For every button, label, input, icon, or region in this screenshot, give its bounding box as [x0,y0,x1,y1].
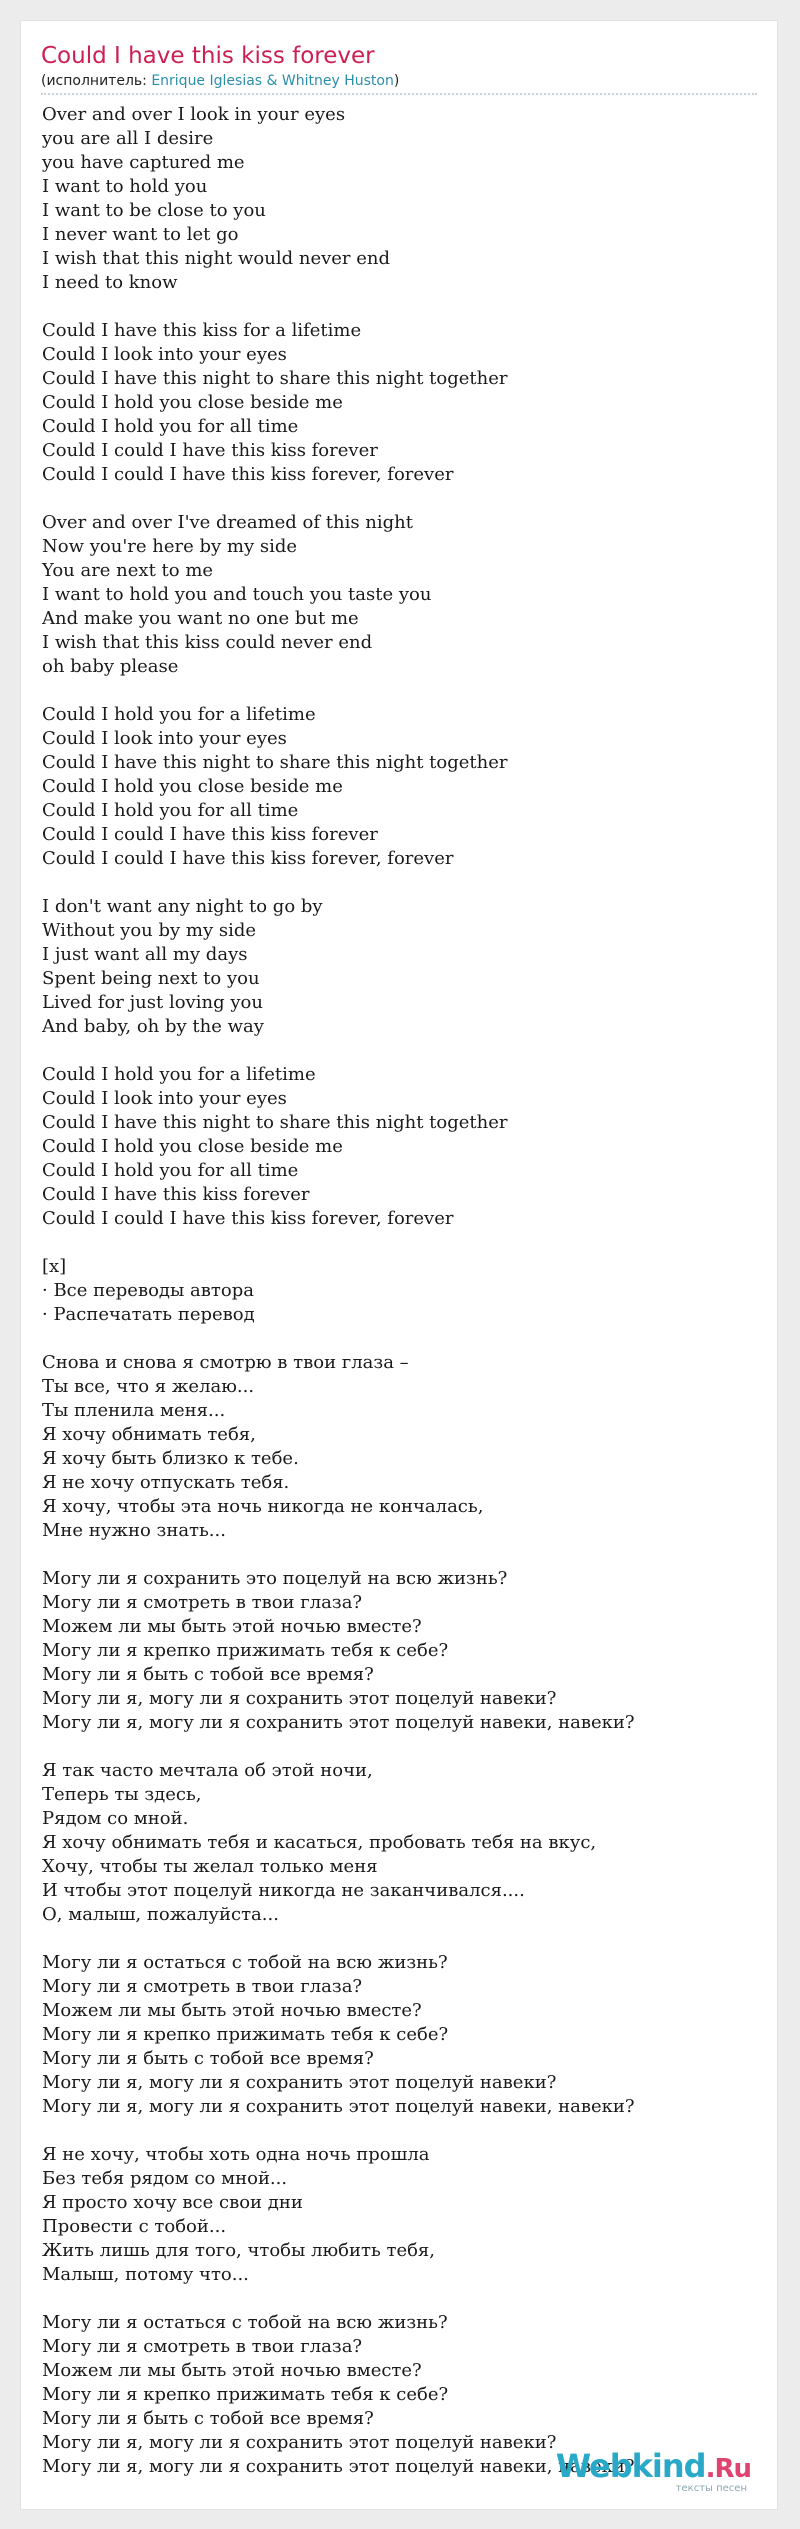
translated-lyric-line: Можем ли мы быть этой ночью вместе? [42,2000,422,2021]
performer-line [41,71,757,95]
print-translation-link[interactable]: · Распечатать перевод [42,1304,255,1325]
translated-lyric-line: Могу ли я смотреть в твои глаза? [42,1976,363,1997]
translated-lyric-line: Могу ли я крепко прижимать тебя к себе? [42,2384,449,2405]
original-lyric-line: Could I could I have this kiss forever, forever [42,464,454,485]
translated-lyrics [42,1351,762,2479]
all-translations-row [42,1279,762,1303]
translated-lyric-line: Я хочу обнимать тебя и касаться, пробовать тебя на вкус, [42,1832,597,1853]
original-stanza [42,511,762,679]
translated-lyric-line: Могу ли я быть с тобой все время? [42,2048,374,2069]
site-logo[interactable] [556,2449,751,2495]
print-translation-row [42,1303,762,1327]
original-lyric-line: you have captured me [42,152,245,173]
translated-lyric-line: Я так часто мечтала об этой ночи, [42,1760,373,1781]
lyrics-body [42,103,762,2479]
original-lyric-line: Could I look into your eyes [42,344,287,365]
original-lyric-line: Now you're here by my side [42,536,298,557]
original-stanza [42,895,762,1039]
original-lyric-line: Could I hold you for all time [42,1160,299,1181]
stanza-gap [42,1927,762,1951]
logo-tld: .Ru [705,2454,751,2484]
original-lyric-line: oh baby please [42,656,179,677]
original-lyric-line: Over and over I look in your eyes [42,104,346,125]
original-lyric-line: Could I hold you close beside me [42,776,343,797]
original-lyric-line: I wish that this kiss could never end [42,632,373,653]
translated-lyric-line: Я не хочу отпускать тебя. [42,1472,290,1493]
translated-lyric-line: Снова и снова я смотрю в твои глаза – [42,1352,409,1373]
translated-lyric-line: Могу ли я сохранить это поцелуй на всю жизнь? [42,1568,508,1589]
original-lyric-line: Over and over I've dreamed of this night [42,512,413,533]
translated-stanza [42,1759,762,1927]
translated-lyric-line: Могу ли я, могу ли я сохранить этот поцелуй навеки, навеки? [42,1712,635,1733]
translated-lyric-line: Могу ли я, могу ли я сохранить этот поцелуй навеки, навеки? [42,2456,635,2477]
original-lyric-line: Could I look into your eyes [42,728,287,749]
translated-lyric-line: Я хочу, чтобы эта ночь никогда не кончалась, [42,1496,484,1517]
logo-tagline: тексты песен [675,2483,747,2494]
translated-lyric-line: Малыш, потому что... [42,2264,249,2285]
stanza-gap [42,871,762,895]
stanza-gap [42,2287,762,2311]
original-lyric-line: I don't want any night to go by [42,896,323,917]
translated-lyric-line: Теперь ты здесь, [42,1784,202,1805]
original-lyric-line: Could I could I have this kiss forever, forever [42,848,454,869]
original-lyric-line: Could I have this night to share this night together [42,368,508,389]
stanza-gap [42,1735,762,1759]
translated-lyric-line: Я хочу быть близко к тебе. [42,1448,299,1469]
original-lyric-line: Spent being next to you [42,968,260,989]
original-lyric-line: Could I hold you for all time [42,416,299,437]
original-lyric-line: Without you by my side [42,920,257,941]
page-header [41,41,757,95]
performer-prefix: (исполнитель: [41,73,152,89]
original-lyric-line: I want to be close to you [42,200,266,221]
translated-lyric-line: Я хочу обнимать тебя, [42,1424,256,1445]
translated-lyric-line: Можем ли мы быть этой ночью вместе? [42,1616,422,1637]
translated-stanza [42,2143,762,2287]
section-gap [42,1327,762,1351]
song-title: Could I have this kiss forever [41,43,375,69]
original-lyric-line: Could I could I have this kiss forever [42,824,378,845]
translated-lyric-line: Могу ли я быть с тобой все время? [42,2408,374,2429]
translated-lyric-line: Могу ли я остаться с тобой на всю жизнь? [42,2312,448,2333]
original-lyric-line: And make you want no one but me [42,608,359,629]
original-lyric-line: I never want to let go [42,224,239,245]
translated-lyric-line: Могу ли я остаться с тобой на всю жизнь? [42,1952,448,1973]
close-translation-button[interactable]: [x] [42,1256,67,1277]
original-lyric-line: Could I have this night to share this night together [42,752,508,773]
original-stanza [42,703,762,871]
original-lyric-line: Lived for just loving you [42,992,263,1013]
original-lyric-line: Could I hold you close beside me [42,392,343,413]
original-lyric-line: I just want all my days [42,944,248,965]
performer-suffix: ) [393,73,400,89]
stanza-gap [42,1039,762,1063]
performer-link[interactable]: Enrique Iglesias & Whitney Huston [151,73,394,89]
logo-wordmark [556,2449,751,2486]
translated-lyric-line: Могу ли я, могу ли я сохранить этот поцелуй навеки? [42,2072,557,2093]
translated-lyric-line: О, малыш, пожалуйста... [42,1904,279,1925]
translated-lyric-line: Я не хочу, чтобы хоть одна ночь прошла [42,2144,430,2165]
original-lyric-line: Could I have this kiss forever [42,1184,310,1205]
all-translations-link[interactable]: · Все переводы автора [42,1280,254,1301]
original-lyric-line: I need to know [42,272,178,293]
translated-lyric-line: Могу ли я смотреть в твои глаза? [42,1592,363,1613]
translated-stanza [42,1951,762,2119]
original-lyric-line: Could I could I have this kiss forever, forever [42,1208,454,1229]
translated-lyric-line: Могу ли я крепко прижимать тебя к себе? [42,2024,449,2045]
translated-lyric-line: Рядом со мной. [42,1808,189,1829]
original-lyric-line: You are next to me [42,560,214,581]
original-lyric-line: Could I could I have this kiss forever [42,440,378,461]
original-lyric-line: I want to hold you and touch you taste you [42,584,432,605]
section-gap [42,1231,762,1255]
translated-lyric-line: Провести с тобой... [42,2216,227,2237]
stanza-gap [42,295,762,319]
translated-lyric-line: Я просто хочу все свои дни [42,2192,303,2213]
original-stanza [42,1063,762,1231]
translated-lyric-line: Могу ли я, могу ли я сохранить этот поцелуй навеки? [42,2432,557,2453]
original-lyric-line: Could I have this kiss for a lifetime [42,320,362,341]
stanza-gap [42,679,762,703]
original-lyric-line: Could I hold you for all time [42,800,299,821]
original-lyric-line: I want to hold you [42,176,208,197]
original-lyric-line: Could I have this night to share this night together [42,1112,508,1133]
original-lyrics [42,103,762,1231]
translated-lyric-line: Без тебя рядом со мной... [42,2168,288,2189]
original-lyric-line: Could I look into your eyes [42,1088,287,1109]
lyrics-card [20,20,778,2510]
translated-lyric-line: Могу ли я, могу ли я сохранить этот поцелуй навеки, навеки? [42,2096,635,2117]
translated-stanza [42,1567,762,1735]
original-lyric-line: Could I hold you for a lifetime [42,704,316,725]
original-lyric-line: I wish that this night would never end [42,248,391,269]
original-lyric-line: Could I hold you for a lifetime [42,1064,316,1085]
original-lyric-line: Could I hold you close beside me [42,1136,343,1157]
logo-main-text: Webkind [555,2447,706,2485]
translated-lyric-line: Хочу, чтобы ты желал только меня [42,1856,378,1877]
stanza-gap [42,2119,762,2143]
original-lyric-line: you are all I desire [42,128,214,149]
translated-lyric-line: Можем ли мы быть этой ночью вместе? [42,2360,422,2381]
translated-lyric-line: Могу ли я, могу ли я сохранить этот поцелуй навеки? [42,1688,557,1709]
translated-lyric-line: Могу ли я крепко прижимать тебя к себе? [42,1640,449,1661]
translated-lyric-line: Могу ли я быть с тобой все время? [42,1664,374,1685]
translation-nav [42,1255,762,1327]
translated-lyric-line: Могу ли я смотреть в твои глаза? [42,2336,363,2357]
original-lyric-line: And baby, oh by the way [42,1016,264,1037]
translated-lyric-line: Ты все, что я желаю... [42,1376,255,1397]
translated-stanza [42,1351,762,1543]
translated-lyric-line: Жить лишь для того, чтобы любить тебя, [42,2240,436,2261]
original-stanza [42,319,762,487]
translated-lyric-line: Мне нужно знать... [42,1520,226,1541]
stanza-gap [42,1543,762,1567]
original-stanza [42,103,762,295]
translated-lyric-line: И чтобы этот поцелуй никогда не заканчивался.... [42,1880,525,1901]
stanza-gap [42,487,762,511]
translated-lyric-line: Ты пленила меня... [42,1400,226,1421]
